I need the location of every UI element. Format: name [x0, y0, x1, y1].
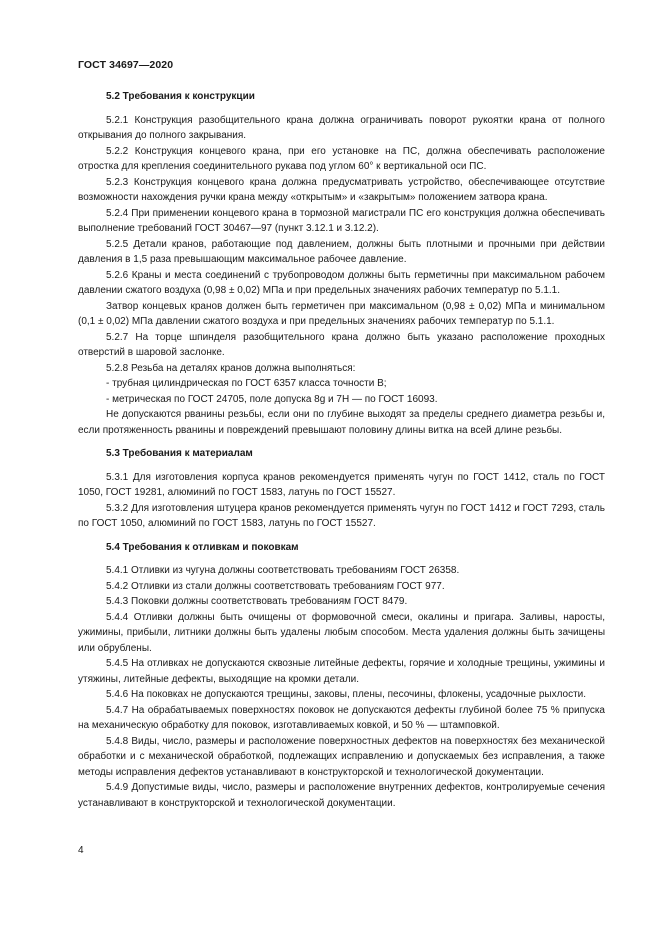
paragraph: 5.4.9 Допустимые виды, число, размеры и расположение внутренних дефектов, контролируемые сечения устанавливают в конструкторской и технологической документации.	[78, 782, 605, 809]
paragraph: 5.4.6 На поковках не допускаются трещины, заковы, плены, песочины, флокены, усадочные рыхлости.	[106, 689, 587, 700]
paragraph: 5.4.3 Поковки должны соответствовать требованиям ГОСТ 8479.	[106, 596, 408, 607]
section-title: 5.2 Требования к конструкции	[106, 91, 255, 102]
paragraph: 5.2.4 При применении концевого крана в тормозной магистрали ПС его конструкция должна обеспечивать выполнение требований ГОСТ 30467—97 (пункт 3.12.1 и 3.12.2).	[78, 207, 605, 234]
paragraph: 5.2.7 На торце шпинделя разобщительного крана должно быть указано расположение проходных отверстий в шаровой заслонке.	[78, 331, 605, 358]
paragraph: 5.2.5 Детали кранов, работающие под давлением, должны быть плотными и прочными при действии давления в 1,5 раза превышающим максимальное рабочее давление.	[78, 238, 605, 265]
paragraph: 5.4.2 Отливки из стали должны соответствовать требованиям ГОСТ 977.	[106, 580, 445, 592]
paragraph: 5.2.8 Резьба на деталях кранов должна выполняться:	[106, 362, 356, 374]
paragraph: 5.2.1 Конструкция разобщительного крана должна ограничивать поворот рукоятки крана от полного открывания до полного закрывания.	[78, 114, 605, 141]
paragraph: Не допускаются рванины резьбы, если они по глубине выходят за пределы среднего диаметра резьбы и, если протяженность рванины и повреждений превышают половину длины витка на всей длине резьбы.	[78, 409, 605, 436]
list-item: - трубная цилиндрическая по ГОСТ 6357 класса точности В;	[106, 378, 387, 389]
paragraph: 5.4.1 Отливки из чугуна должны соответствовать требованиям ГОСТ 26358.	[106, 565, 460, 576]
document-header: ГОСТ 34697—2020	[78, 59, 174, 71]
paragraph: 5.4.4 Отливки должны быть очищены от формовочной смеси, окалины и пригара. Заливы, наросты, ужимины, прибыли, литники должны быть удалены любым способом. Места удаления должны быть зачищены или обрублены.	[78, 611, 605, 654]
paragraph: 5.3.2 Для изготовления штуцера кранов рекомендуется применять чугун по ГОСТ 1412 и ГОСТ 7293, сталь по ГОСТ 1050, алюминий по ГОСТ 1583, латунь по ГОСТ 15527.	[78, 502, 605, 529]
section-title: 5.4 Требования к отливкам и поковкам	[106, 541, 299, 553]
paragraph: 5.3.1 Для изготовления корпуса кранов рекомендуется применять чугун по ГОСТ 1412, сталь по ГОСТ 1050, ГОСТ 19281, алюминий по ГОСТ 1583, латунь по ГОСТ 15527.	[78, 471, 605, 498]
paragraph: 5.4.5 На отливках не допускаются сквозные литейные дефекты, горячие и холодные трещины, ужимины и утяжины, литейные дефекты, выходящие на кромки детали.	[78, 658, 605, 685]
paragraph: 5.2.6 Краны и места соединений с трубопроводом должны быть герметичны при максимальном рабочем давлении сжатого воздуха (0,98 ± 0,02) МПа и при предельных значениях рабочих температур по 5.1.1.	[78, 269, 605, 296]
paragraph: 5.4.7 На обрабатываемых поверхностях поковок не допускаются дефекты глубиной более 75 % припуска на механическую обработку для поковок, изготавливаемых ковкой, и 50 % — штамповкой.	[78, 704, 605, 731]
paragraph: 5.2.2 Конструкция концевого крана, при его установке на ПС, должна обеспечивать расположение отростка для крепления соединительного рукава под углом 60° к вертикальной оси ПС.	[78, 145, 605, 172]
paragraph: Затвор концевых кранов должен быть герметичен при максимальном (0,98 ± 0,02) МПа и минимальном (0,1 ± 0,02) МПа давлении сжатого воздуха и при предельных значениях рабочих температур по 5.1.1.	[78, 300, 605, 327]
section-title: 5.3 Требования к материалам	[106, 448, 253, 459]
page-number: 4	[78, 845, 84, 856]
document-body	[78, 89, 605, 811]
list-item: - метрическая по ГОСТ 24705, поле допуска 8g и 7H — по ГОСТ 16093.	[106, 393, 438, 405]
paragraph: 5.2.3 Конструкция концевого крана должна предусматривать устройство, обеспечивающее отсутствие возможности нахождения ручки крана между «открытым» и «закрытым» положением затвора крана.	[78, 176, 605, 203]
paragraph: 5.4.8 Виды, число, размеры и расположение поверхностных дефектов на поверхностях без механической обработки и с механической обработкой, подлежащих исправлению и допускаемых без исправления, а также методы исправления дефектов устанавливают в конструкторской и технологической документации.	[78, 735, 605, 778]
